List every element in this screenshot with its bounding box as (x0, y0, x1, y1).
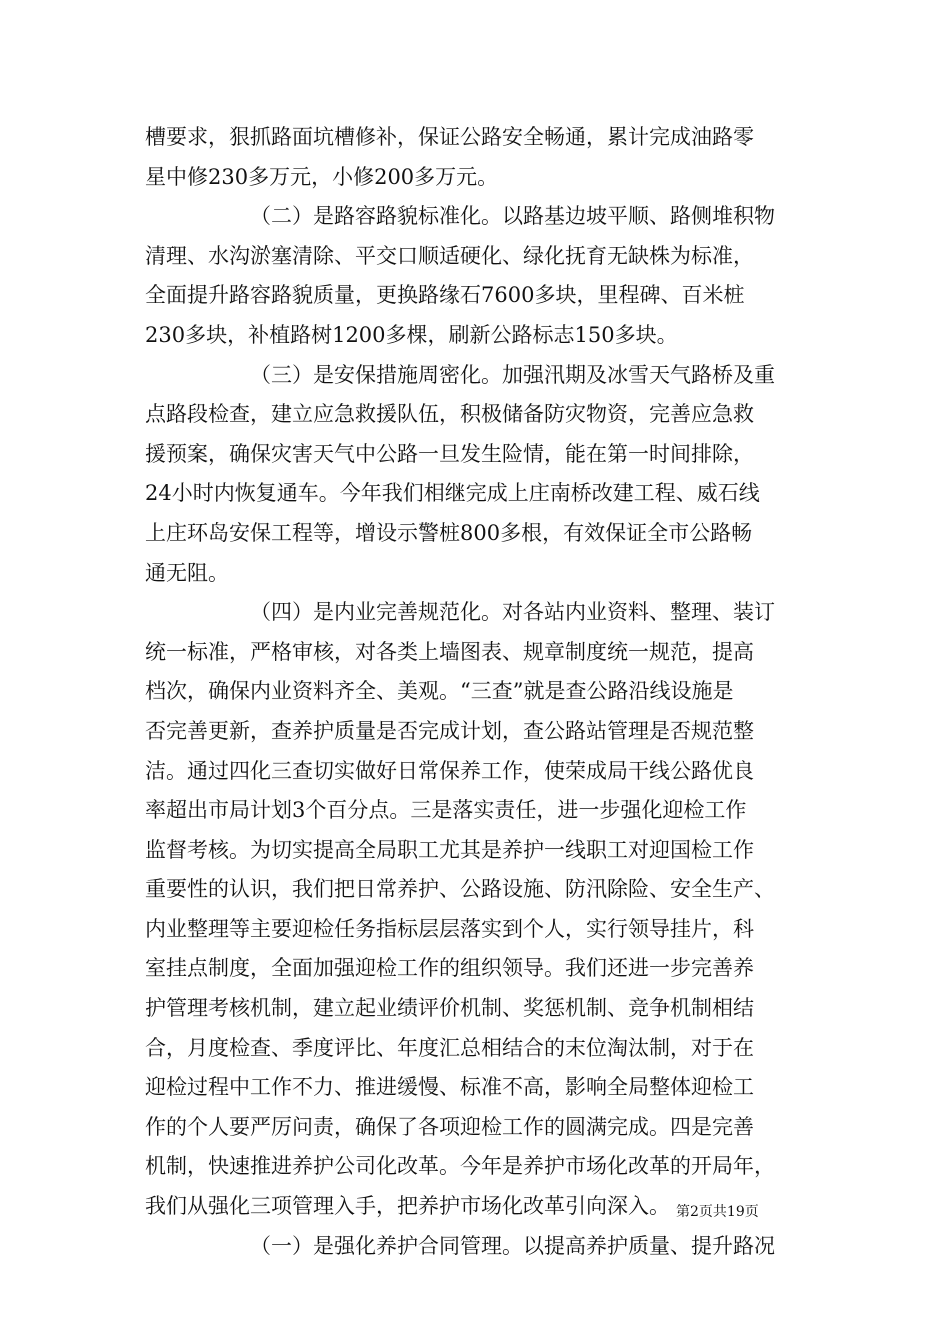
text-line: 通无阻。 (145, 560, 229, 585)
text-line: 作的个人要严厉问责，确保了各项迎检工作的圆满完成。四是完善 (145, 1114, 754, 1139)
text-line: 监督考核。为切实提高全局职工尤其是养护一线职工对迎国检工作 (145, 837, 754, 862)
text-line: 230多块，补植路树1200多棵，刷新公路标志150多块。 (145, 322, 678, 347)
text-line: 内业整理等主要迎检任务指标层层落实到个人，实行领导挂片，科 (145, 916, 754, 941)
text-line: 统一标准，严格审核，对各类上墙图表、规章制度统一规范，提高 (145, 639, 754, 664)
text-line: 迎检过程中工作不力、推进缓慢、标准不高，影响全局整体迎检工 (145, 1075, 754, 1100)
paragraph-heading-4: （四）是内业完善规范化。对各站内业资料、整理、装订 (250, 600, 775, 625)
text-line: 洁。通过四化三查切实做好日常保养工作，使荣成局干线公路优良 (145, 758, 754, 783)
text-line: 24小时内恢复通车。今年我们相继完成上庄南桥改建工程、威石线 (145, 481, 760, 506)
text-line: 清理、水沟淤塞清除、平交口顺适硬化、绿化抚育无缺株为标准， (145, 243, 754, 268)
text-line: 重要性的认识，我们把日常养护、公路设施、防汛除险、安全生产、 (145, 877, 775, 902)
text-line: 合，月度检查、季度评比、年度汇总相结合的末位淘汰制，对于在 (145, 1035, 754, 1060)
document-body (145, 118, 805, 1266)
paragraph-heading-3: （三）是安保措施周密化。加强汛期及冰雪天气路桥及重 (250, 362, 775, 387)
text-line: 点路段检查，建立应急救援队伍，积极储备防灾物资，完善应急救 (145, 402, 754, 427)
text-line: 率超出市局计划3个百分点。三是落实责任，进一步强化迎检工作 (145, 798, 747, 823)
text-line: 星中修230多万元，小修200多万元。 (145, 164, 499, 189)
paragraph-heading-2: （二）是路容路貌标准化。以路基边坡平顺、路侧堆积物 (250, 204, 775, 229)
text-line: 槽要求，狠抓路面坑槽修补，保证公路安全畅通，累计完成油路零 (145, 125, 754, 149)
paragraph-heading-1: （一）是强化养护合同管理。以提高养护质量、提升路况 (250, 1233, 775, 1258)
text-line: 档次，确保内业资料齐全、美观。“三查”就是查公路沿线设施是 (145, 679, 734, 704)
text-line: 护管理考核机制，建立起业绩评价机制、奖惩机制、竞争机制相结 (145, 996, 754, 1021)
page-number-footer: 第2页共19页 (676, 1204, 759, 1220)
text-line: 否完善更新，查养护质量是否完成计划，查公路站管理是否规范整 (145, 718, 754, 743)
text-line: 我们从强化三项管理入手，把养护市场化改革引向深入。 (145, 1194, 670, 1219)
text-line: 机制，快速推进养护公司化改革。今年是养护市场化改革的开局年， (145, 1154, 775, 1179)
text-line: 上庄环岛安保工程等，增设示警桩800多根，有效保证全市公路畅 (145, 520, 753, 545)
text-line: 全面提升路容路貌质量，更换路缘石7600多块，里程碑、百米桩 (145, 283, 745, 308)
text-line: 援预案，确保灾害天气中公路一旦发生险情，能在第一时间排除， (145, 441, 754, 466)
text-line: 室挂点制度，全面加强迎检工作的组织领导。我们还进一步完善养 (145, 956, 754, 981)
